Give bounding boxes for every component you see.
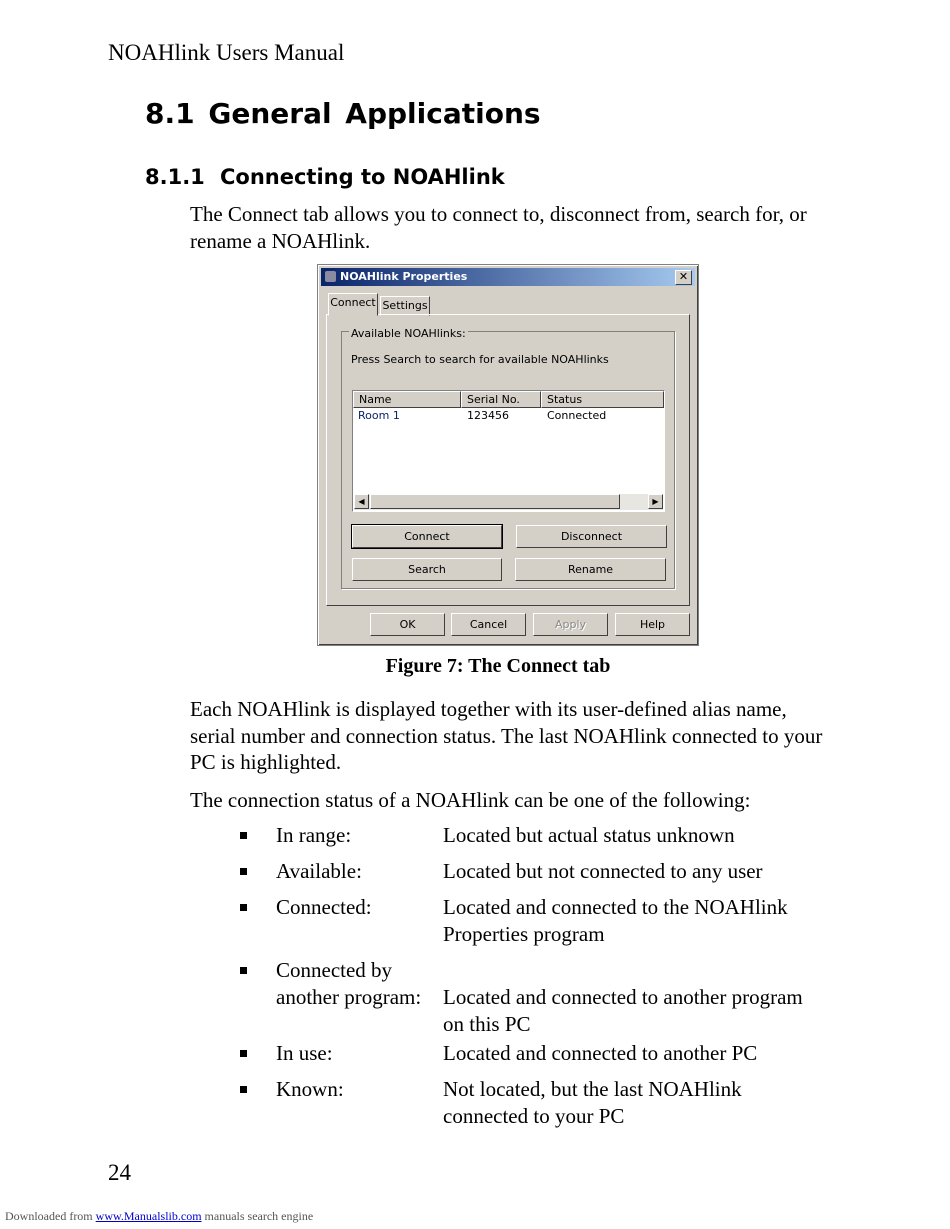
figure-caption: Figure 7: The Connect tab [385, 655, 611, 677]
status-term: In range: [276, 823, 352, 847]
connect-tab-panel [326, 314, 690, 606]
tab-connect[interactable]: Connect [328, 293, 378, 316]
bullet-icon [240, 1050, 247, 1057]
horizontal-scrollbar[interactable] [354, 494, 663, 510]
column-header-status[interactable]: Status [541, 391, 664, 408]
download-footer [5, 1209, 313, 1224]
subsection-number: 8.1.1 [145, 165, 205, 189]
status-description: Located and connected to the NOAHlink Properties program [443, 895, 788, 946]
search-hint: Press Search to search for available NOAHlinks [351, 353, 609, 366]
status-description: Located and connected to another program on this PC [443, 985, 803, 1036]
footer-suffix: manuals search engine [201, 1209, 314, 1223]
ok-button[interactable]: OK [370, 613, 445, 636]
close-icon[interactable]: ✕ [675, 270, 692, 285]
group-label: Available NOAHlinks: [351, 327, 466, 340]
bullet-icon [240, 1086, 247, 1093]
footer-prefix: Downloaded from [5, 1209, 96, 1223]
rename-button[interactable]: Rename [515, 558, 666, 581]
status-description: Located but actual status unknown [443, 823, 735, 847]
subsection-title: Connecting to NOAHlink [220, 165, 505, 189]
status-description: Located and connected to another PC [443, 1041, 758, 1065]
help-button[interactable]: Help [615, 613, 690, 636]
status-intro-paragraph: The connection status of a NOAHlink can be one of the following: [190, 788, 751, 812]
status-term: Known: [276, 1077, 344, 1101]
bullet-icon [240, 868, 247, 875]
dialog-title: NOAHlink Properties [340, 270, 468, 283]
noahlink-list[interactable] [352, 390, 665, 512]
apply-button[interactable]: Apply [533, 613, 608, 636]
row-status: Connected [547, 409, 607, 422]
manualslib-link[interactable]: www.Manualslib.com [95, 1209, 202, 1223]
running-header: NOAHlink Users Manual [108, 40, 345, 65]
status-term: Connected: [276, 895, 372, 919]
status-description: Located but not connected to any user [443, 859, 763, 883]
bullet-icon [240, 904, 247, 911]
section-title: General Applications [208, 97, 541, 130]
row-serial: 123456 [467, 409, 509, 422]
scroll-right-icon[interactable]: ▶ [648, 494, 663, 509]
search-button[interactable]: Search [352, 558, 502, 581]
subsection-heading [145, 165, 505, 189]
connect-button[interactable]: Connect [352, 525, 502, 548]
bullet-icon [240, 967, 247, 974]
intro-paragraph: The Connect tab allows you to connect to, disconnect from, search for, or rename a NOAHlink. [190, 202, 807, 253]
column-header-serial[interactable]: Serial No. [461, 391, 541, 408]
page-number: 24 [108, 1160, 131, 1185]
status-description: Not located, but the last NOAHlink connected to your PC [443, 1077, 742, 1128]
column-header-name[interactable]: Name [353, 391, 461, 408]
disconnect-button[interactable]: Disconnect [516, 525, 667, 548]
scroll-left-icon[interactable]: ◀ [354, 494, 369, 509]
noahlink-properties-dialog [317, 264, 699, 646]
row-name: Room 1 [358, 409, 400, 422]
tab-settings[interactable]: Settings [380, 296, 430, 316]
status-term: Available: [276, 859, 362, 883]
app-icon [325, 271, 336, 282]
status-term: In use: [276, 1041, 333, 1065]
scrollbar-thumb[interactable] [370, 494, 620, 509]
section-heading [145, 97, 541, 130]
status-term-line2: another program: [276, 985, 422, 1009]
cancel-button[interactable]: Cancel [451, 613, 526, 636]
bullet-icon [240, 832, 247, 839]
status-term-line1: Connected by [276, 958, 393, 982]
section-number: 8.1 [145, 97, 195, 130]
dialog-titlebar [321, 268, 695, 286]
description-paragraph: Each NOAHlink is displayed together with its user-defined alias name, serial number and connection status. The last NOAHlink connected to your PC is highlighted. [190, 697, 823, 774]
